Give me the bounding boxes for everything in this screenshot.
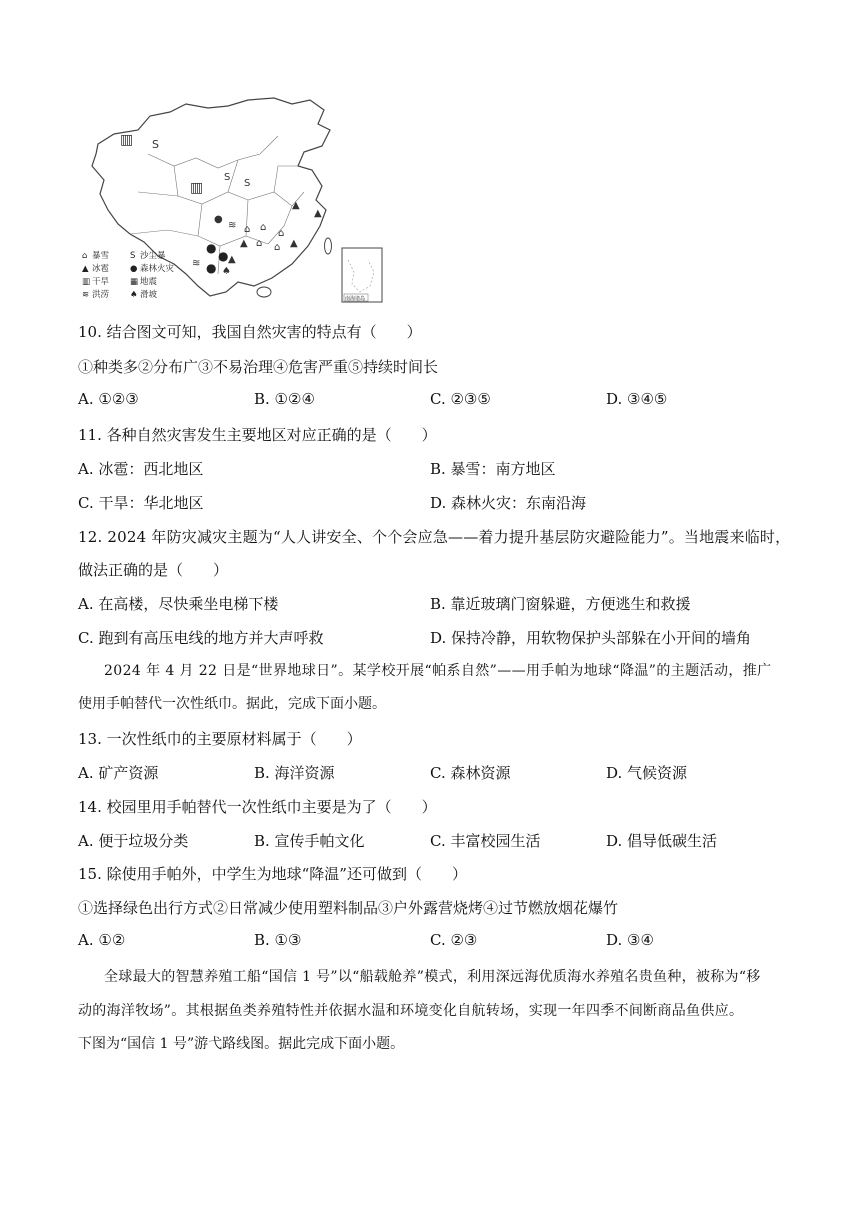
svg-text:●: ●: [206, 241, 217, 255]
svg-text:▥: ▥: [190, 180, 204, 196]
china-disaster-map: [78, 96, 390, 308]
svg-text:▲: ▲: [82, 264, 89, 274]
svg-text:▥: ▥: [82, 277, 91, 287]
q10-stem: 10. 结合图文可知，我国自然灾害的特点有（ ）: [78, 323, 422, 341]
svg-text:⌂: ⌂: [278, 228, 285, 239]
svg-text:≋: ≋: [192, 258, 201, 269]
svg-text:⌂: ⌂: [82, 251, 88, 261]
passage2-line1: 全球最大的智慧养殖工船“国信 1 号”以“船载舱养”模式，利用深远海优质海水养殖名贵鱼种，被称为“移: [104, 969, 761, 985]
svg-text:⌂: ⌂: [256, 238, 263, 249]
svg-text:●: ●: [218, 249, 229, 263]
q15-option-a[interactable]: A. ①②: [78, 931, 126, 949]
q13-option-a[interactable]: A. 矿产资源: [78, 764, 159, 782]
svg-text:S: S: [130, 251, 136, 261]
svg-text:⌂: ⌂: [260, 222, 267, 233]
legend-item-hail: 冰雹: [92, 264, 110, 274]
q11-option-a[interactable]: A. 冰雹：西北地区: [78, 460, 204, 478]
q11-stem: 11. 各种自然灾害发生主要地区对应正确的是（ ）: [78, 426, 437, 444]
q14-stem: 14. 校园里用手帕替代一次性纸巾主要是为了（ ）: [78, 798, 437, 816]
svg-text:▲: ▲: [240, 238, 248, 249]
q10-option-c[interactable]: C. ②③⑤: [430, 390, 491, 408]
svg-text:▲: ▲: [292, 200, 300, 211]
legend-item-blizzard: 暴雪: [92, 251, 110, 261]
q12-option-c[interactable]: C. 跑到有高压电线的地方并大声呼救: [78, 629, 324, 647]
q10-option-d[interactable]: D. ③④⑤: [606, 390, 668, 408]
q13-stem: 13. 一次性纸巾的主要原材料属于（ ）: [78, 730, 362, 748]
q13-option-d[interactable]: D. 气候资源: [606, 764, 688, 782]
svg-text:●: ●: [130, 264, 138, 274]
svg-text:S: S: [152, 138, 159, 151]
q13-option-b[interactable]: B. 海洋资源: [254, 764, 335, 782]
svg-text:S: S: [244, 178, 251, 189]
legend-item-flood: 洪涝: [92, 290, 110, 300]
svg-text:▲: ▲: [228, 254, 236, 265]
inset-label: 南海诸岛: [345, 296, 366, 302]
q15-option-d[interactable]: D. ③④: [606, 931, 654, 949]
q11-option-c[interactable]: C. 干旱：华北地区: [78, 494, 204, 512]
svg-text:♠: ♠: [130, 290, 138, 300]
passage2-line3: 下图为“国信 1 号”游弋路线图。据此完成下面小题。: [78, 1036, 405, 1052]
svg-text:≋: ≋: [82, 290, 90, 300]
q12-option-a[interactable]: A. 在高楼，尽快乘坐电梯下楼: [78, 595, 279, 613]
q12-option-d[interactable]: D. 保持冷静，用软物保护头部躲在小开间的墙角: [430, 629, 752, 647]
legend-item-earthquake: 地震: [140, 277, 158, 287]
svg-text:▦: ▦: [130, 277, 139, 287]
q10-option-b[interactable]: B. ①②④: [254, 390, 315, 408]
q14-option-a[interactable]: A. 便于垃圾分类: [78, 832, 189, 850]
q14-option-d[interactable]: D. 倡导低碳生活: [606, 832, 718, 850]
q10-items: ①种类多②分布广③不易治理④危害严重⑤持续时间长: [78, 358, 439, 376]
svg-text:▥: ▥: [120, 132, 134, 148]
svg-text:▲: ▲: [314, 208, 322, 219]
svg-text:▲: ▲: [290, 238, 298, 249]
q15-option-b[interactable]: B. ①③: [254, 931, 302, 949]
q12-stem-line1: 12. 2024 年防灾减灾主题为“人人讲安全、个个会应急——着力提升基层防灾避险能力”。当地震来临时，: [78, 528, 791, 546]
legend-item-landslide: 滑坡: [140, 290, 158, 300]
q10-option-a[interactable]: A. ①②③: [78, 390, 139, 408]
q14-option-b[interactable]: B. 宣传手帕文化: [254, 832, 365, 850]
svg-text:⌂: ⌂: [274, 242, 281, 253]
passage2-line2: 动的海洋牧场”。其根据鱼类养殖特性并依据水温和环境变化自航转场，实现一年四季不间断商品鱼供应。: [78, 1003, 744, 1019]
svg-text:●: ●: [206, 261, 217, 275]
passage1-line2: 使用手帕替代一次性纸巾。据此，完成下面小题。: [78, 696, 386, 712]
q12-stem-line2: 做法正确的是（ ）: [78, 561, 229, 579]
svg-text:♠: ♠: [222, 266, 231, 277]
svg-text:S: S: [224, 172, 231, 183]
q11-option-b[interactable]: B. 暴雪：南方地区: [430, 460, 556, 478]
svg-text:⌂: ⌂: [244, 224, 251, 235]
q14-option-c[interactable]: C. 丰富校园生活: [430, 832, 541, 850]
svg-text:≋: ≋: [228, 220, 237, 231]
svg-text:●: ●: [214, 214, 223, 225]
q15-option-c[interactable]: C. ②③: [430, 931, 478, 949]
legend-item-forest-fire: 森林火灾: [140, 264, 175, 274]
south-china-sea-inset: [342, 248, 382, 302]
q12-option-b[interactable]: B. 靠近玻璃门窗躲避，方便逃生和救援: [430, 595, 691, 613]
q13-option-c[interactable]: C. 森林资源: [430, 764, 511, 782]
q11-option-d[interactable]: D. 森林火灾：东南沿海: [430, 494, 587, 512]
legend-item-drought: 干旱: [92, 277, 110, 287]
q15-items: ①选择绿色出行方式②日常减少使用塑料制品③户外露营烧烤④过节燃放烟花爆竹: [78, 899, 619, 917]
map-legend: [82, 250, 175, 300]
legend-item-sandstorm: 沙尘暴: [140, 251, 166, 261]
passage1-line1: 2024 年 4 月 22 日是“世界地球日”。某学校开展“帕系自然”——用手帕为地球“降温”的主题活动，推广: [104, 663, 772, 679]
q15-stem: 15. 除使用手帕外，中学生为地球“降温”还可做到（ ）: [78, 865, 467, 883]
